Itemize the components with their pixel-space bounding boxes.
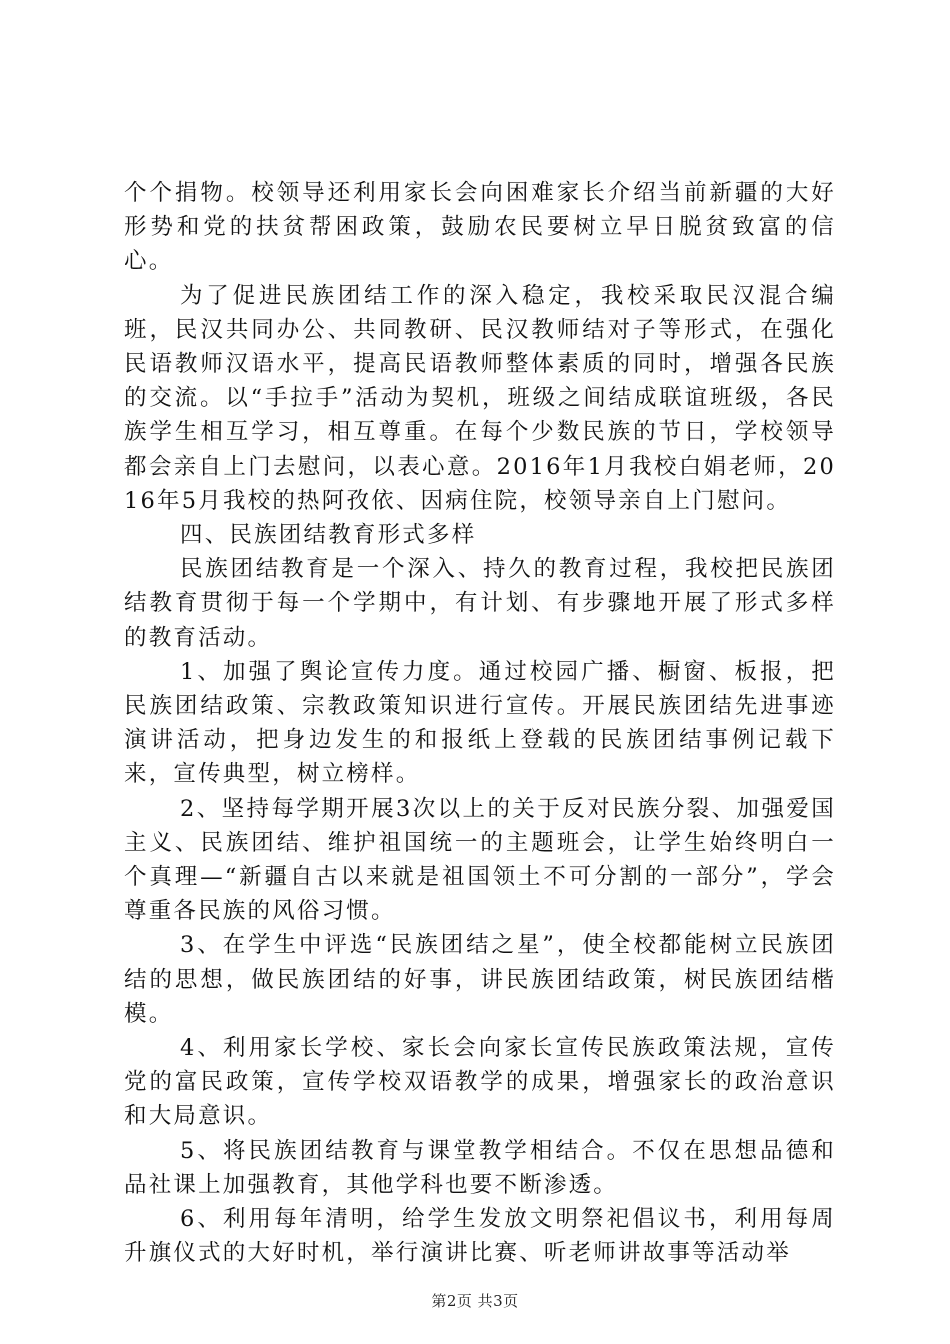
paragraph-education-process: 民族团结教育是一个深入、持久的教育过程，我校把民族团结教育贯彻于每一个学期中，有计划、有步骤地开展了形式多样的教育活动。 [124, 556, 836, 651]
list-item-6: 6、利用每年清明，给学生发放文明祭祀倡议书，利用每周升旗仪式的大好时机，举行演讲比赛、听老师讲故事等活动举 [124, 1206, 836, 1267]
list-item-2: 2、坚持每学期开展3次以上的关于反对民族分裂、加强爱国主义、民族团结、维护祖国统一的主题班会，让学生始终明白一个真理—“新疆自古以来就是祖国领土不可分割的一部分”，学会尊重各民族的风俗习惯。 [124, 795, 836, 925]
list-item-4: 4、利用家长学校、家长会向家长宣传民族政策法规，宣传党的富民政策，宣传学校双语教学的成果，增强家长的政治意识和大局意识。 [124, 1035, 836, 1130]
list-item-3: 3、在学生中评选“民族团结之星”，使全校都能树立民族团结的思想，做民族团结的好事，讲民族团结政策，树民族团结楷模。 [124, 932, 836, 1027]
paragraph-continuation: 个个捐物。校领导还利用家长会向困难家长介绍当前新疆的大好形势和党的扶贫帮困政策，鼓励农民要树立早日脱贫致富的信心。 [124, 180, 836, 275]
list-item-1: 1、加强了舆论宣传力度。通过校园广播、橱窗、板报，把民族团结政策、宗教政策知识进行宣传。开展民族团结先进事迹演讲活动，把身边发生的和报纸上登载的民族团结事例记载下来，宣传典型，树立榜样。 [124, 658, 836, 788]
document-body [124, 176, 836, 1271]
paragraph-ethnic-mixing: 为了促进民族团结工作的深入稳定，我校采取民汉混合编班，民汉共同办公、共同教研、民汉教师结对子等形式，在强化民语教师汉语水平，提高民语教师整体素质的同时，增强各民族的交流。以“手拉手”活动为契机，班级之间结成联谊班级，各民族学生相互学习，相互尊重。在每个少数民族的节日，学校领导都会亲自上门去慰问，以表心意。2016年1月我校白娟老师，2016年5月我校的热阿孜依、因病住院，校领导亲自上门慰问。 [124, 282, 836, 514]
page-number-footer: 第2页 共3页 [431, 1292, 519, 1310]
section-heading-four: 四、民族团结教育形式多样 [180, 522, 477, 549]
list-item-5: 5、将民族团结教育与课堂教学相结合。不仅在思想品德和品社课上加强教育，其他学科也要不断渗透。 [124, 1137, 836, 1198]
